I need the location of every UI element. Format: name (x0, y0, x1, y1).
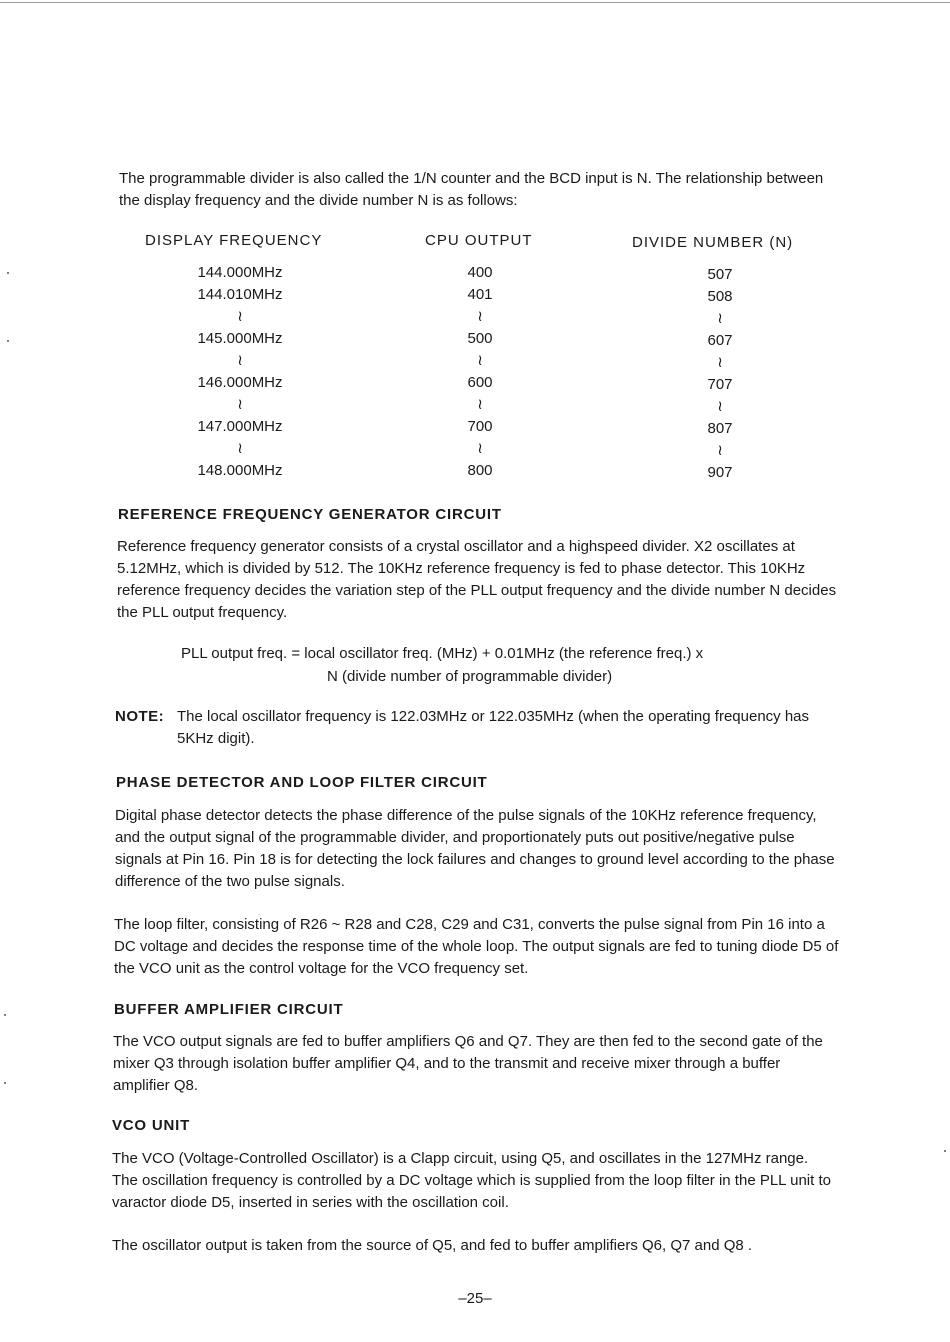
table-cell: 907 (707, 464, 733, 481)
table-cell: ≀ (237, 440, 243, 457)
note-label: NOTE: (115, 708, 165, 725)
table-cell: 145.000MHz (197, 330, 283, 347)
table-cell: 401 (467, 286, 493, 303)
formula-line-1: PLL output freq. = local oscillator freq. (MHz) + 0.01MHz (the reference freq.) x (181, 645, 704, 662)
scan-speck (944, 1150, 946, 1152)
header-display-frequency: DISPLAY FREQUENCY (145, 232, 323, 249)
page-number: –25– (458, 1290, 492, 1307)
table-cell: 607 (707, 332, 733, 349)
section-heading-vco: VCO UNIT (112, 1117, 191, 1134)
table-cell: 144.000MHz (197, 264, 283, 281)
scan-speck (4, 1014, 6, 1016)
section-heading-phase-detector: PHASE DETECTOR AND LOOP FILTER CIRCUIT (116, 774, 488, 791)
table-cell: 147.000MHz (197, 418, 283, 435)
table-cell: ≀ (237, 396, 243, 413)
table-cell: 144.010MHz (197, 286, 283, 303)
vco-paragraph-2: The oscillator output is taken from the source of Q5, and fed to buffer amplifiers Q6, Q7 and Q8 . (112, 1237, 753, 1254)
table-cell: ≀ (477, 352, 483, 369)
scan-speck (7, 272, 9, 274)
table-cell: ≀ (237, 352, 243, 369)
section-heading-buffer: BUFFER AMPLIFIER CIRCUIT (114, 1001, 344, 1018)
column-display-frequency (190, 262, 290, 482)
scan-speck (4, 1082, 6, 1084)
table-cell: 400 (467, 264, 493, 281)
formula-line-2: N (divide number of programmable divider) (327, 668, 613, 685)
table-cell: ≀ (717, 354, 723, 371)
table-cell: 507 (707, 266, 733, 283)
table-cell: ≀ (717, 442, 723, 459)
table-cell: 707 (707, 376, 733, 393)
column-divide-number (680, 264, 760, 484)
column-cpu-output (440, 262, 520, 482)
vco-paragraph-1: The VCO (Voltage-Controlled Oscillator) is a Clapp circuit, using Q5, and oscillates in the 127MHz range. The oscillation frequency is controlled by a DC voltage which is supplied from the loop filter in the PLL unit to varactor diode D5, inserted in series with the oscillation coil. (112, 1150, 831, 1211)
header-divide-number: DIVIDE NUMBER (N) (632, 234, 794, 251)
intro-paragraph: The programmable divider is also called the 1/N counter and the BCD input is N. The relationship between the display frequency and the divide number N is as follows: (119, 170, 824, 209)
top-rule (0, 2, 950, 3)
table-cell: 148.000MHz (197, 462, 283, 479)
table-cell: 146.000MHz (197, 374, 283, 391)
table-cell: ≀ (717, 310, 723, 327)
phase-paragraph-1: Digital phase detector detects the phase difference of the pulse signals of the 10KHz reference frequency, and the output signal of the programmable divider, and proportionately puts out positive/negative pulse signals at Pin 16. Pin 18 is for detecting the lock failures and changes to ground level according to the phase difference of the two pulse signals. (115, 807, 835, 890)
table-cell: 508 (707, 288, 733, 305)
note-text: The local oscillator frequency is 122.03MHz or 122.035MHz (when the operating frequency has 5KHz digit). (177, 708, 810, 747)
table-cell: 600 (467, 374, 493, 391)
table-cell: ≀ (477, 396, 483, 413)
header-cpu-output: CPU OUTPUT (425, 232, 533, 249)
table-cell: ≀ (477, 440, 483, 457)
section-heading-reference: REFERENCE FREQUENCY GENERATOR CIRCUIT (118, 506, 502, 523)
phase-paragraph-2: The loop filter, consisting of R26 ~ R28 and C28, C29 and C31, converts the pulse signal from Pin 16 into a DC voltage and decides the response time of the whole loop. The output signals are fed to tuning diode D5 of the VCO unit as the control voltage for the VCO frequency set. (114, 916, 839, 977)
table-cell: ≀ (237, 308, 243, 325)
buffer-paragraph: The VCO output signals are fed to buffer amplifiers Q6 and Q7. They are then fed to the second gate of the mixer Q3 through isolation buffer amplifier Q4, and to the transmit and receive mixer through a buffer amplifier Q8. (113, 1033, 823, 1094)
table-cell: 800 (467, 462, 493, 479)
table-cell: ≀ (717, 398, 723, 415)
reference-paragraph: Reference frequency generator consists of a crystal oscillator and a highspeed divider. X2 oscillates at 5.12MHz, which is divided by 512. The 10KHz reference frequency is fed to phase detector. This 10KHz reference frequency decides the variation step of the PLL output frequency and the divide number N decides the PLL output frequency. (117, 538, 837, 621)
table-cell: ≀ (477, 308, 483, 325)
table-cell: 500 (467, 330, 493, 347)
scan-speck (7, 340, 9, 342)
table-cell: 807 (707, 420, 733, 437)
table-cell: 700 (467, 418, 493, 435)
